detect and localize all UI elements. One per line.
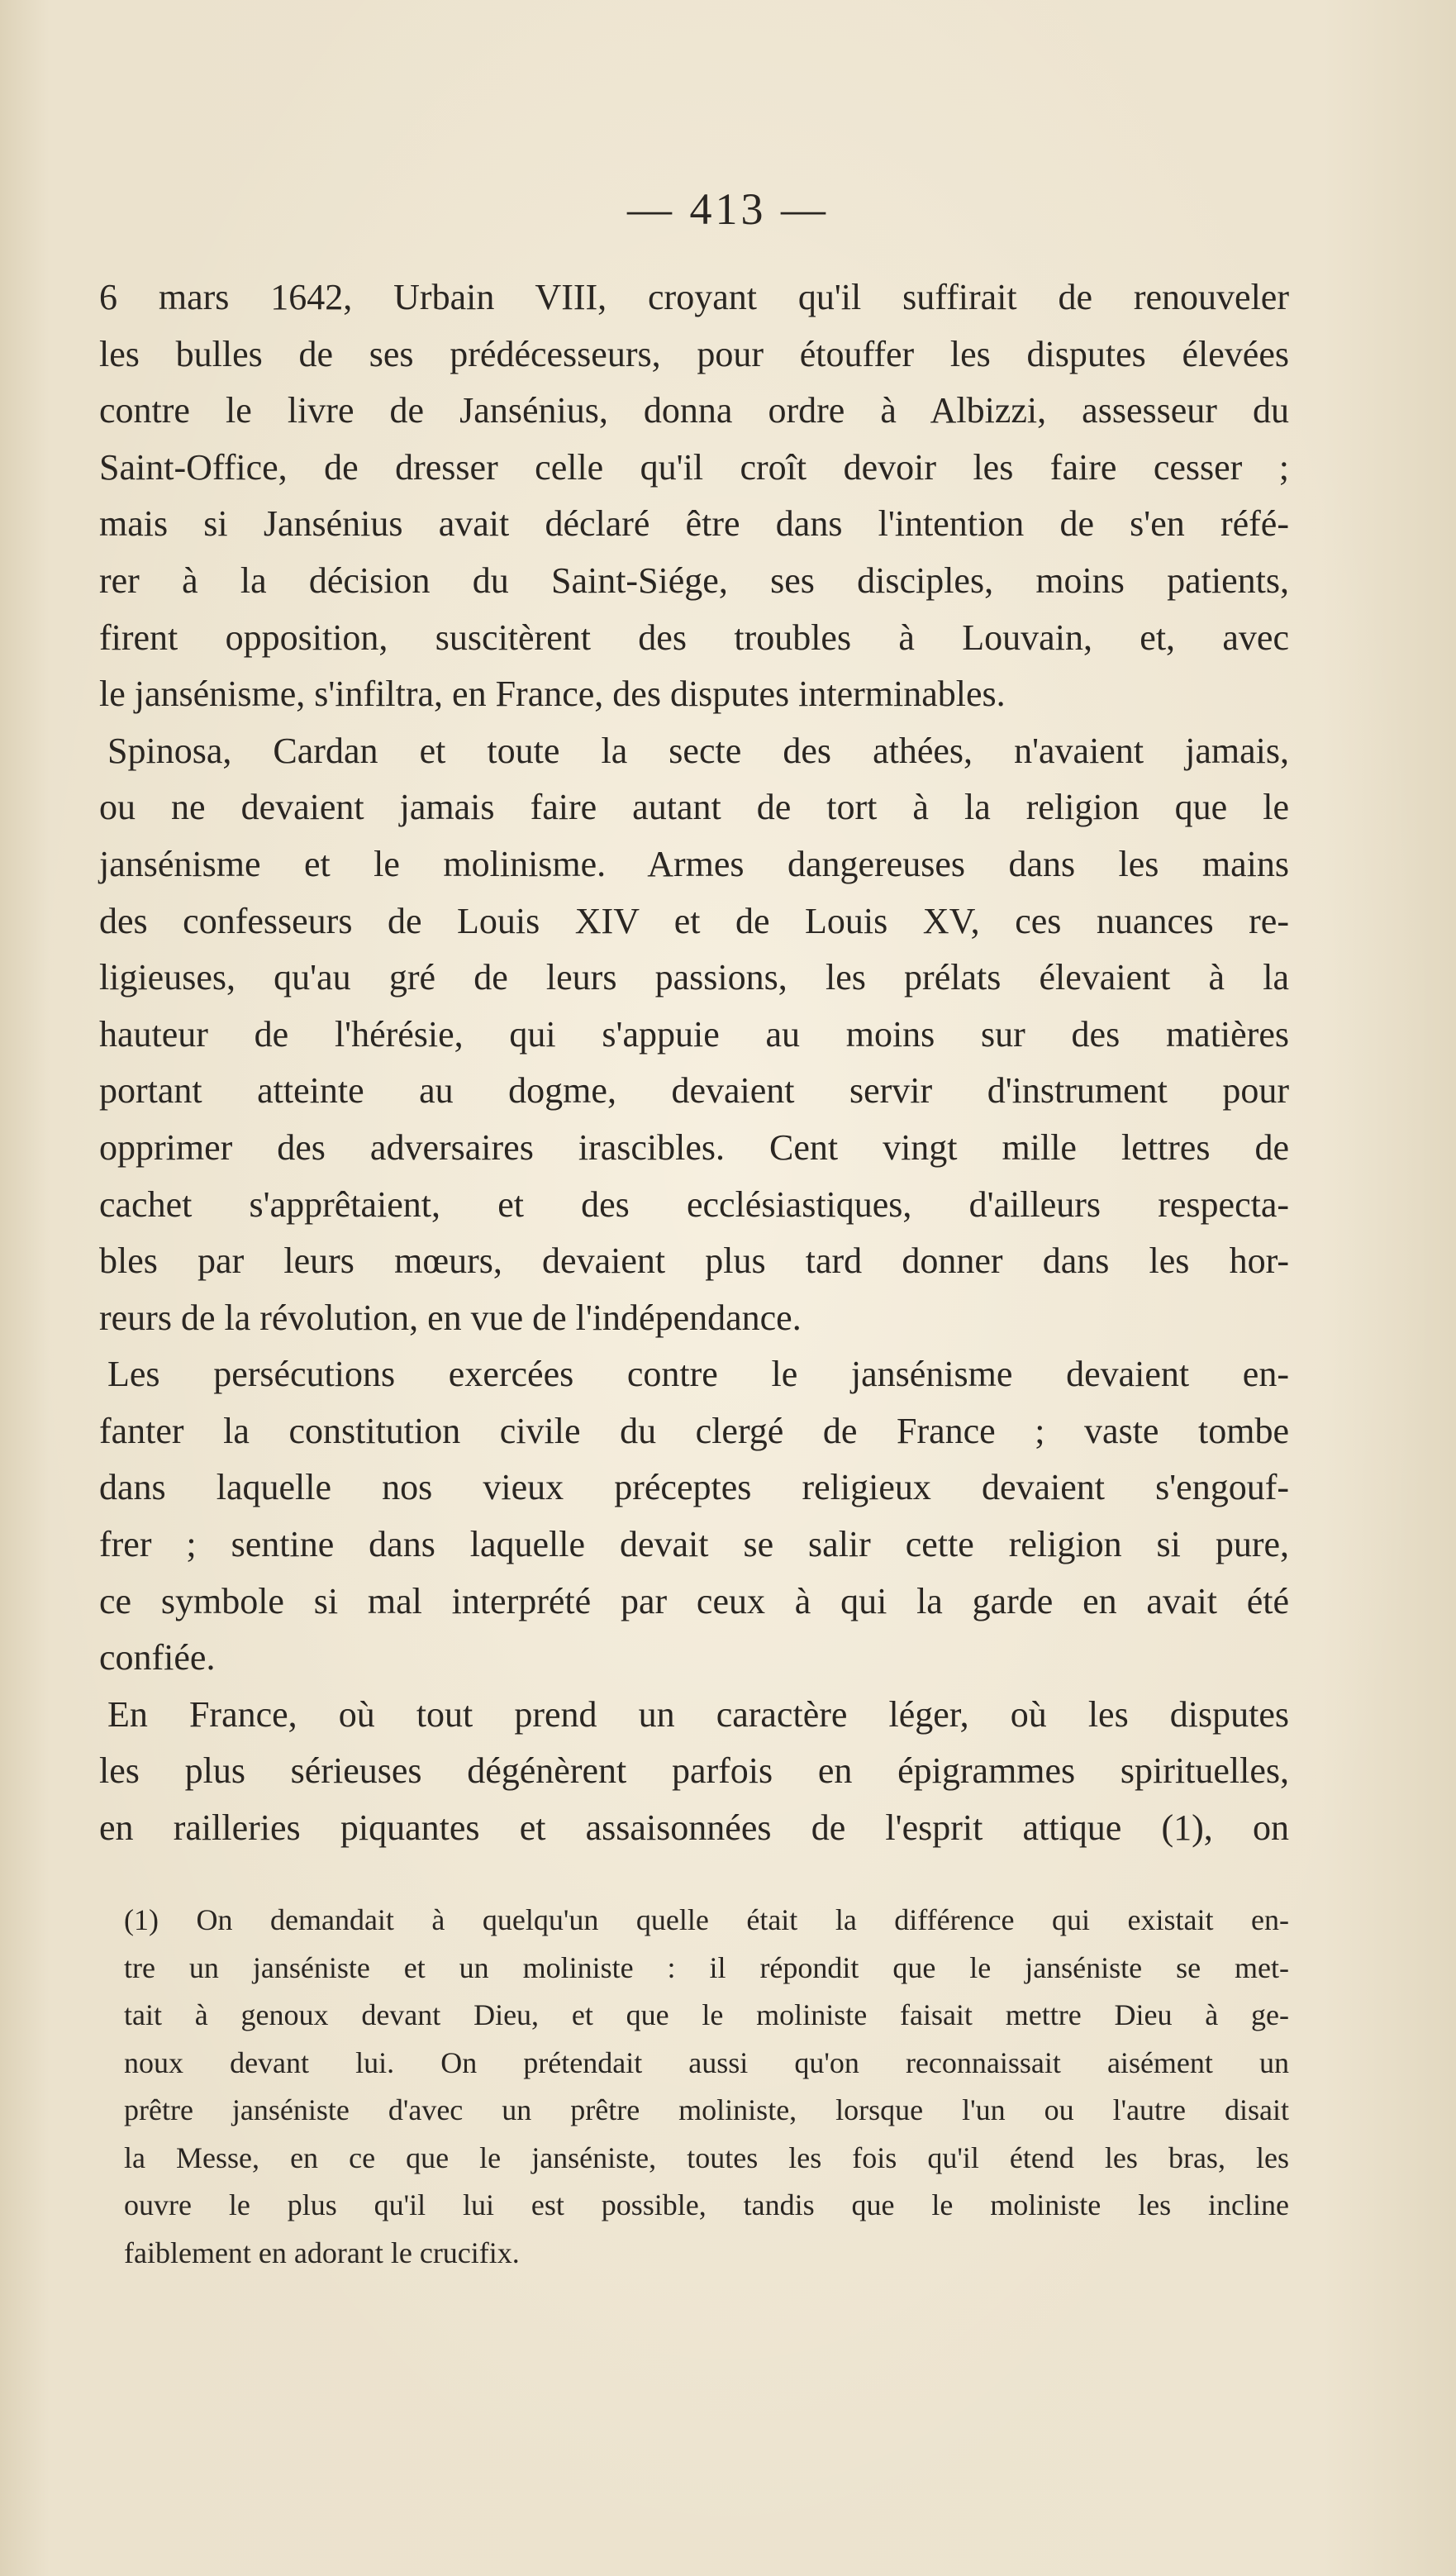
text-line: des confesseurs de Louis XIV et de Louis XV, ces nuances re-: [99, 900, 1289, 941]
text-line: Saint-Office, de dresser celle qu'il croît devoir les faire cesser ;: [99, 446, 1289, 488]
text-line: portant atteinte au dogme, devaient servir d'instrument pour: [99, 1070, 1289, 1112]
text-line: rer à la décision du Saint-Siége, ses disciples, moins patients,: [99, 559, 1289, 601]
footnote-line: tait à genoux devant Dieu, et que le moliniste faisait mettre Dieu à ge-: [124, 1998, 1289, 2031]
text-line: En France, où tout prend un caractère léger, où les disputes: [107, 1693, 1289, 1735]
footnote-line: faiblement en adorant le crucifix.: [124, 2236, 520, 2269]
body-text: [99, 269, 1289, 1857]
text-line: confiée.: [99, 1637, 216, 1678]
page-number: — 413 —: [627, 184, 829, 234]
text-line: mais si Jansénius avait déclaré être dans l'intention de s'en réfé-: [99, 503, 1289, 545]
text-line: les plus sérieuses dégénèrent parfois en épigrammes spirituelles,: [99, 1750, 1289, 1792]
text-line: frer ; sentine dans laquelle devait se salir cette religion si pure,: [99, 1524, 1289, 1565]
text-line: hauteur de l'hérésie, qui s'appuie au moins sur des matières: [99, 1013, 1289, 1055]
footnote: [124, 1897, 1289, 2277]
footnote-line: la Messe, en ce que le janséniste, toutes les fois qu'il étend les bras, les: [124, 2140, 1289, 2174]
text-line: fanter la constitution civile du clergé de France ; vaste tombe: [99, 1410, 1289, 1451]
text-line: ou ne devaient jamais faire autant de tort à la religion que le: [99, 787, 1289, 828]
text-line: reurs de la révolution, en vue de l'indépendance.: [99, 1297, 802, 1338]
text-line: ce symbole si mal interprété par ceux à qui la garde en avait été: [99, 1580, 1289, 1621]
footnote-line: tre un janséniste et un moliniste : il répondit que le janséniste se met-: [124, 1950, 1289, 1984]
text-line: cachet s'apprêtaient, et des ecclésiastiques, d'ailleurs respecta-: [99, 1183, 1289, 1225]
text-line: bles par leurs mœurs, devaient plus tard donner dans les hor-: [99, 1240, 1289, 1282]
footnote-line: noux devant lui. On prétendait aussi qu'on reconnaissait aisément un: [124, 2045, 1289, 2079]
text-line: dans laquelle nos vieux préceptes religieux devaient s'engouf-: [99, 1467, 1289, 1508]
text-line: 6 mars 1642, Urbain VIII, croyant qu'il suffirait de renouveler: [99, 277, 1289, 317]
text-line: en railleries piquantes et assaisonnées de l'esprit attique (1), on: [99, 1807, 1289, 1849]
text-line: Spinosa, Cardan et toute la secte des athées, n'avaient jamais,: [107, 730, 1289, 771]
text-line: ligieuses, qu'au gré de leurs passions, les prélats élevaient à la: [99, 957, 1289, 998]
text-line: opprimer des adversaires irascibles. Cent vingt mille lettres de: [99, 1126, 1289, 1168]
footnote-line: (1) On demandait à quelqu'un quelle était la différence qui existait en-: [124, 1903, 1289, 1936]
footnote-line: prêtre janséniste d'avec un prêtre moliniste, lorsque l'un ou l'autre disait: [124, 2093, 1289, 2126]
text-line: le jansénisme, s'infiltra, en France, des disputes interminables.: [99, 674, 1006, 715]
text-line: jansénisme et le molinisme. Armes dangereuses dans les mains: [99, 843, 1289, 884]
text-line: les bulles de ses prédécesseurs, pour étouffer les disputes élevées: [99, 333, 1289, 374]
text-line: contre le livre de Jansénius, donna ordre à Albizzi, assesseur du: [99, 390, 1289, 431]
footnote-line: ouvre le plus qu'il lui est possible, tandis que le moliniste les incline: [124, 2188, 1289, 2221]
text-line: Les persécutions exercées contre le jansénisme devaient en-: [107, 1354, 1289, 1395]
text-line: firent opposition, suscitèrent des troubles à Louvain, et, avec: [99, 617, 1289, 658]
